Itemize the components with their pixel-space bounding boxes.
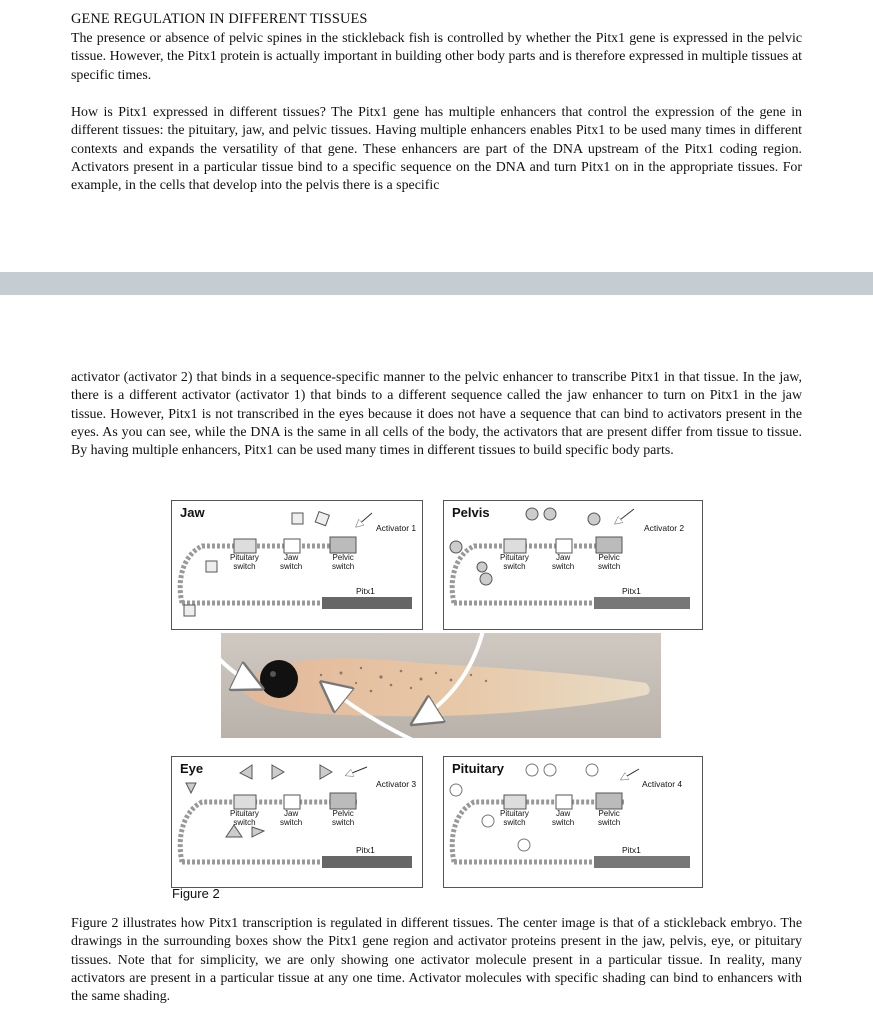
pelvis-pituitary-switch: Pituitary switch: [500, 553, 529, 571]
pelvis-panel: [443, 500, 703, 630]
pituitary-pitx1-label: Pitx1: [622, 845, 641, 855]
eye-pituitary-switch: Pituitary switch: [230, 809, 259, 827]
pelvis-activator-label: Activator 2: [644, 523, 685, 533]
pituitary-panel-title: Pituitary: [452, 761, 505, 776]
page-break-band: [0, 272, 873, 295]
jaw-pitx1-label: Pitx1: [356, 586, 375, 596]
eye-jaw-switch: Jaw switch: [280, 809, 303, 827]
eye-pelvic-switch: Pelvic switch: [332, 809, 355, 827]
eye-pitx1-label: Pitx1: [356, 845, 375, 855]
figure-2: [167, 496, 707, 908]
eye-panel: [171, 756, 423, 888]
figure-label: Figure 2: [172, 886, 220, 901]
pelvis-jaw-switch: Jaw switch: [552, 553, 575, 571]
figure-caption: Figure 2 illustrates how Pitx1 transcription is regulated in different tissues. The center image is that of a stickleback embryo. The drawings in the surrounding boxes show the Pitx1 gene region and activator proteins present in the jaw, pelvis, eye, or pituitary tissues. Note that for simplicity, we are only showing one activator molecule present in a particular tissue. In reality, many activators are present in a particular tissue at any one time. Activator molecules with specific shading can bind to enhancers with the same shading.: [71, 916, 802, 1005]
jaw-panel: [171, 500, 423, 630]
intro-paragraph: The presence or absence of pelvic spines in the stickleback fish is controlled by whether the Pitx1 gene is expressed in the pelvic tissue. However, the Pitx1 protein is actually important in building other body parts and is therefore expressed in multiple tissues at specific times.: [71, 31, 802, 83]
pituitary-pituitary-switch: Pituitary switch: [500, 809, 529, 827]
pituitary-jaw-switch: Jaw switch: [552, 809, 575, 827]
pituitary-pelvic-switch: Pelvic switch: [598, 809, 621, 827]
eye-activator-label: Activator 3: [376, 779, 417, 789]
section-heading: GENE REGULATION IN DIFFERENT TISSUES: [71, 11, 368, 27]
jaw-panel-title: Jaw: [180, 505, 205, 520]
pelvis-pelvic-switch: Pelvic switch: [598, 553, 621, 571]
jaw-activator-label: Activator 1: [376, 523, 417, 533]
eye-panel-title: Eye: [180, 761, 204, 776]
pelvis-panel-title: Pelvis: [452, 505, 490, 520]
pituitary-activator-label: Activator 4: [642, 779, 683, 789]
jaw-jaw-switch: Jaw switch: [280, 553, 303, 571]
pituitary-panel: [443, 756, 703, 888]
pelvis-pitx1-label: Pitx1: [622, 586, 641, 596]
jaw-pelvic-switch: Pelvic switch: [332, 553, 355, 571]
jaw-pituitary-switch: Pituitary switch: [230, 553, 259, 571]
activator-paragraph: activator (activator 2) that binds in a sequence-specific manner to the pelvic enhancer to transcribe Pitx1 in that tissue. In the jaw, there is a different activator (activator 1) that binds to a different sequence called the jaw enhancer to turn on Pitx1 in the jaw tissue. However, Pitx1 is not transcribed in the eyes because it does not have a sequence that can bind to activators present in the eyes. As you can see, while the DNA is the same in all cells of the body, the activators that are present differ from tissue to tissue. By having multiple enhancers, Pitx1 can be used many times in different tissues to build specific body parts.: [71, 370, 802, 459]
enhancer-paragraph: How is Pitx1 expressed in different tissues? The Pitx1 gene has multiple enhancers that control the expression of the gene in different tissues: the pituitary, jaw, and pelvic tissues. Having multiple enhancers enables Pitx1 to be used many times in different contexts and expands the versatility of that gene. These enhancers are part of the DNA upstream of the Pitx1 coding region. Activators present in a particular tissue bind to a specific sequence on the DNA and turn Pitx1 on in the appropriate tissues. For example, in the cells that develop into the pelvis there is a specific: [71, 105, 802, 194]
